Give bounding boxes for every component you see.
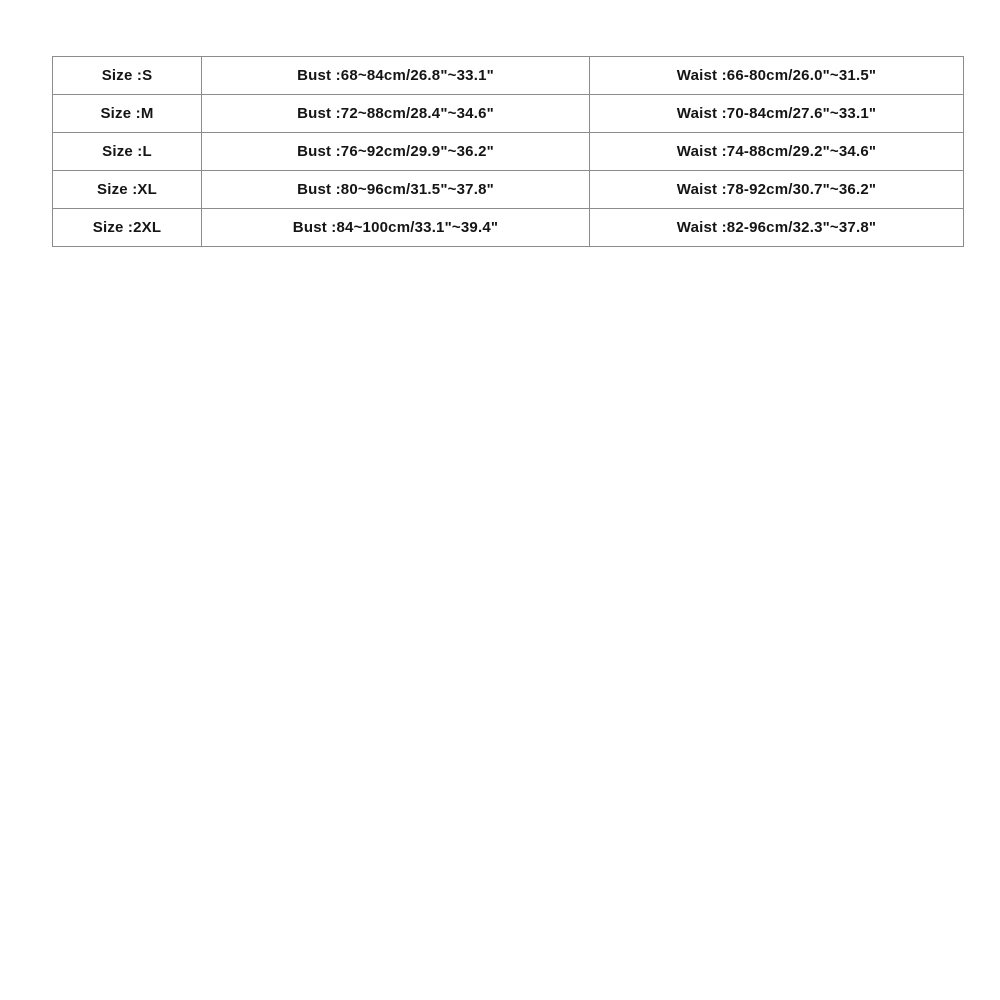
waist-cell: Waist :78-92cm/30.7"~36.2" — [590, 171, 964, 209]
size-cell: Size :XL — [53, 171, 202, 209]
table-row-size-l — [53, 133, 964, 171]
table-row-size-m — [53, 95, 964, 133]
bust-cell: Bust :68~84cm/26.8"~33.1" — [202, 57, 590, 95]
bust-cell: Bust :76~92cm/29.9"~36.2" — [202, 133, 590, 171]
bust-cell: Bust :84~100cm/33.1"~39.4" — [202, 209, 590, 247]
size-chart-table — [52, 56, 964, 247]
waist-cell: Waist :70-84cm/27.6"~33.1" — [590, 95, 964, 133]
bust-cell: Bust :80~96cm/31.5"~37.8" — [202, 171, 590, 209]
waist-cell: Waist :82-96cm/32.3"~37.8" — [590, 209, 964, 247]
table-row-size-s — [53, 57, 964, 95]
size-chart — [52, 56, 960, 242]
bust-cell: Bust :72~88cm/28.4"~34.6" — [202, 95, 590, 133]
size-cell: Size :M — [53, 95, 202, 133]
size-cell: Size :2XL — [53, 209, 202, 247]
waist-cell: Waist :66-80cm/26.0"~31.5" — [590, 57, 964, 95]
table-row-size-2xl — [53, 209, 964, 247]
size-cell: Size :L — [53, 133, 202, 171]
size-cell: Size :S — [53, 57, 202, 95]
table-row-size-xl — [53, 171, 964, 209]
waist-cell: Waist :74-88cm/29.2"~34.6" — [590, 133, 964, 171]
